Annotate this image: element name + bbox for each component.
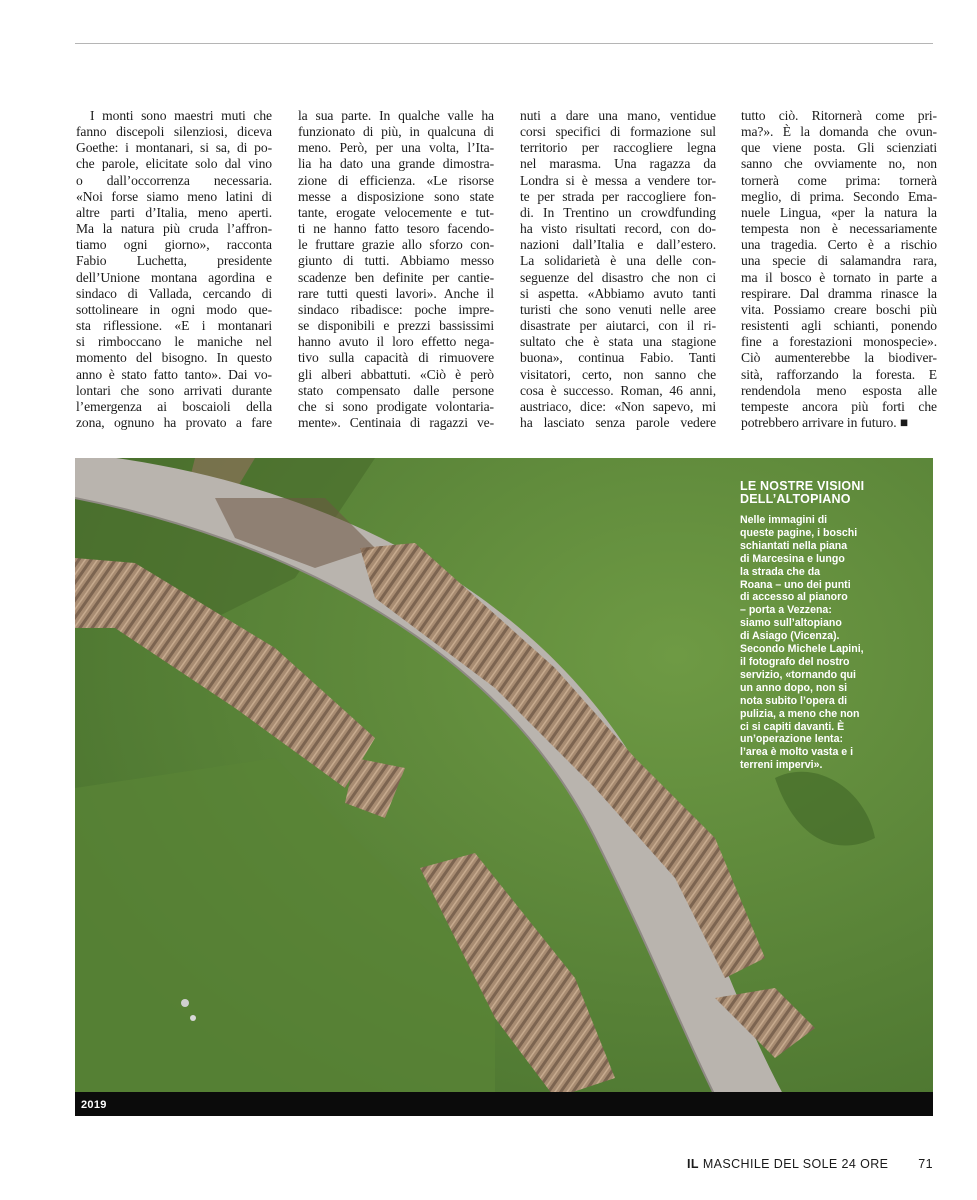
article-column-2 [298, 108, 494, 431]
article-line: tiamo ogni giorno», racconta [76, 237, 272, 253]
footer-brand-il: IL [687, 1157, 699, 1171]
article-line: ti ne hanno fatto tesoro facendo- [298, 221, 494, 237]
article-line: ha visto risultati record, con do- [520, 221, 716, 237]
article-line: altre parti d’Italia, meno aperti. [76, 204, 272, 220]
article-line: hanno avuto il loro effetto nega- [298, 334, 494, 350]
footer-brand-name: MASCHILE DEL SOLE 24 ORE [702, 1157, 889, 1171]
article-line: tante, erogate velocemente e tut- [298, 204, 494, 220]
article-line: di. In Trentino un crowdfunding [520, 204, 716, 220]
article-line: lia ha dato una grande dimostra- [298, 156, 494, 172]
caption-line: servizio, «tornando qui [740, 668, 856, 681]
article-line: visitatori, certo, non sanno che [520, 366, 716, 382]
article-line: I monti sono maestri muti che [90, 108, 272, 123]
article-line: giunto di tutti. Abbiamo messo [298, 253, 494, 269]
article-line: tivo sulla capacità di rimuovere [298, 350, 494, 366]
article-line: resistenti agli schianti, ponendo [741, 318, 937, 334]
photo-caption [740, 480, 920, 772]
article-line: nel marasma. Una ragazza da [520, 156, 716, 172]
article-column-1 [76, 108, 272, 431]
caption-line: pulizia, a meno che non [740, 707, 860, 720]
article-line: sottolineare in ogni modo que- [76, 301, 272, 317]
article-line: sindaco ribadisce: poche impre- [298, 301, 494, 317]
caption-line: un anno dopo, non si [740, 681, 848, 694]
caption-line: Secondo Michele Lapini, [740, 643, 864, 656]
article-line: te per strada per raccogliere fon- [520, 188, 716, 204]
caption-line: ci si capiti davanti. È [740, 720, 845, 733]
article-column-3 [520, 108, 716, 431]
article-line: meglio, di prima. Secondo Ema- [741, 188, 937, 204]
article-line: si aspetta. «Abbiamo avuto tanti [520, 285, 716, 301]
article-line: corsi specifici di formazione sul [520, 124, 716, 140]
article-line: rendendola meno esposta alle [741, 382, 937, 398]
article-line: meno. Però, per una volta, l’Ita- [298, 140, 494, 156]
article-line: fanno discepoli silenziosi, diceva [76, 124, 272, 140]
article-line: vita. Possiamo creare boschi più [741, 301, 937, 317]
article-line: Fabio Luchetta, presidente [76, 253, 272, 269]
article-line: mente». Centinaia di ragazzi ve- [298, 414, 494, 430]
article-line: funzionato di più, in qualcuna di [298, 124, 494, 140]
article-line: ha lasciato senza parole vedere [520, 414, 716, 430]
article-line: Londra si è messa a vendere tor- [520, 172, 716, 188]
article-line: momento del bisogno. In questo [76, 350, 272, 366]
article-line: potrebbero arrivare in futuro. ■ [741, 414, 908, 430]
article-line: gli alberi abbattuti. «Ciò è però [298, 366, 494, 382]
article-line: che parole, elicitate solo dal vino [76, 156, 272, 172]
aerial-photo [75, 458, 933, 1116]
article-line: nuele Lingua, «per la natura la [741, 204, 937, 220]
photo-year: 2019 [81, 1099, 107, 1111]
article-line: sanno che ovviamente no, non [741, 156, 937, 172]
article-line: zione di efficienza. «Le risorse [298, 172, 494, 188]
caption-line: un’operazione lenta: [740, 733, 844, 746]
year-strip [75, 1092, 933, 1116]
article-line: sindaco di Vallada, cercando di [76, 285, 272, 301]
caption-title [740, 480, 920, 506]
article-line: le fruttare grazie allo sforzo con- [298, 237, 494, 253]
caption-line: l’area è molto vasta e i [740, 746, 854, 759]
caption-line: nota subito l’opera di [740, 694, 848, 707]
caption-line: Roana – uno dei punti [740, 578, 851, 591]
caption-line: siamo sull’altopiano [740, 617, 842, 630]
page-number: 71 [918, 1157, 933, 1171]
page-footer [687, 1157, 933, 1171]
article-line: fine a forestazioni monospecie». [741, 334, 937, 350]
article-line: sta riflessione. «E i montanari [76, 318, 272, 334]
article-line: rare tutti questi lavori». Anche il [298, 285, 494, 301]
article-line: anno è stato fatto tanto». Dai vo- [76, 366, 272, 382]
article-line: ma?». È la domanda che ovun- [741, 124, 937, 140]
article-line: stato compensato dalle persone [298, 382, 494, 398]
article-line: lontari che sono arrivati durante [76, 382, 272, 398]
top-rule [75, 43, 933, 44]
article-line: que viene posta. Gli scienziati [741, 140, 937, 156]
caption-line: di accesso al pianoro [740, 591, 848, 604]
article-line: tempesta non è necessariamente [741, 221, 937, 237]
article-line: ma il bosco è tornato in parte a [741, 269, 937, 285]
article-line: sultato che è stata una stagione [520, 334, 716, 350]
caption-title-line: LE NOSTRE VISIONI [740, 479, 865, 493]
article-line: tempeste ancora più forti che [741, 398, 937, 414]
article-line: scadenze ben definite per cantie- [298, 269, 494, 285]
article-line: nuti a dare una mano, ventidue [520, 108, 716, 123]
article-column-4 [741, 108, 937, 431]
article-line: messe a disposizione sono state [298, 188, 494, 204]
article-line: nazioni dall’Italia e dall’estero. [520, 237, 716, 253]
caption-line: la strada che da [740, 565, 821, 578]
article-line: La solidarietà è una delle con- [520, 253, 716, 269]
caption-line: queste pagine, i boschi [740, 526, 858, 539]
caption-line: terreni impervi». [740, 759, 823, 772]
article-line: l’emergenza ai boscaioli della [76, 398, 272, 414]
caption-line: schiantati nella piana [740, 539, 848, 552]
article-line: buona», continua Fabio. Tanti [520, 350, 716, 366]
caption-title-line: DELL’ALTOPIANO [740, 492, 851, 506]
article-line: Ciò aumenterebbe la biodiver- [741, 350, 937, 366]
article-line: tutto ciò. Ritornerà come pri- [741, 108, 937, 123]
caption-line: di Asiago (Vicenza). [740, 630, 840, 643]
article-line: o dall’occorrenza necessaria. [76, 172, 272, 188]
article-line: zona, ognuno ha provato a fare [76, 414, 272, 430]
article-line: dell’Unione montana agordina e [76, 269, 272, 285]
article-line: turisti che sono venuti nelle aree [520, 301, 716, 317]
caption-body [740, 514, 920, 772]
article-line: una tragedia. Certo è a rischio [741, 237, 937, 253]
article-line: se disponibili e prezzi bassissimi [298, 318, 494, 334]
article-line: cosa è successo. Roman, 46 anni, [520, 382, 716, 398]
article-line: tornerà come prima: tornerà [741, 172, 937, 188]
article-line: «Noi forse siamo meno latini di [76, 188, 272, 204]
article-line: austriaco, dice: «Non sapevo, mi [520, 398, 716, 414]
caption-line: Nelle immagini di [740, 514, 828, 526]
article-line: seguenze del disastro che non ci [520, 269, 716, 285]
article-line: Goethe: i montanari, si sa, di po- [76, 140, 272, 156]
caption-line: di Marcesina e lungo [740, 552, 845, 565]
article-line: si rimboccano le maniche nel [76, 334, 272, 350]
article-line: che si sono prodigate volontaria- [298, 398, 494, 414]
article-line: sità, rafforzando la foresta. E [741, 366, 937, 382]
caption-line: il fotografo del nostro [740, 655, 850, 668]
article-line: disastrate per aiutarci, con il ri- [520, 318, 716, 334]
article-line: la sua parte. In qualche valle ha [298, 108, 494, 123]
article-line: respirare. Dal dramma rinasce la [741, 285, 937, 301]
caption-line: – porta a Vezzena: [740, 604, 832, 617]
article-line: una specie di salamandra rara, [741, 253, 937, 269]
article-line: territorio per raccogliere legna [520, 140, 716, 156]
article-line: Ma la natura più cruda l’affron- [76, 221, 272, 237]
